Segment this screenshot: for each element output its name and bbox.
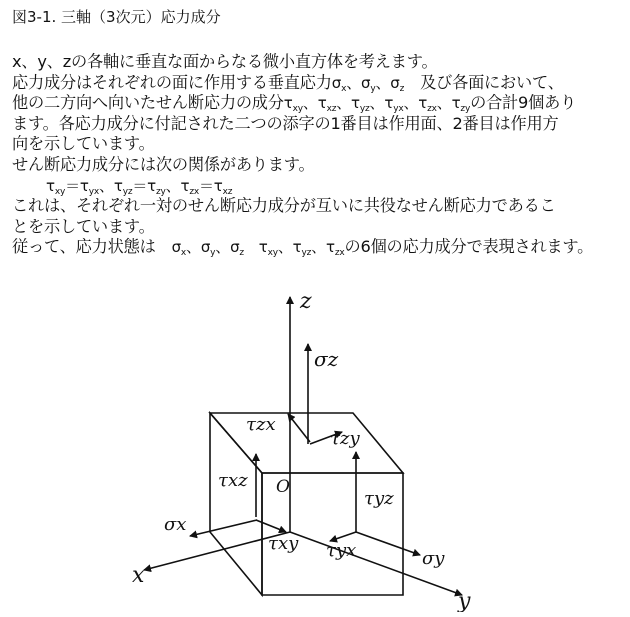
cube-front-face [210, 413, 262, 595]
text-line-1: x、y、zの各軸に垂直な面からなる微小直方体を考えます。 [12, 52, 438, 71]
relation-equation: $\tau_{xy}=\tau_{yx}$、$\tau_{yz}=\tau_{zy}$、$\tau_{zx}=\tau_{xz}$ [46, 176, 233, 197]
text-line-4: ます。各応力成分に付記された二つの添字の1番目は作用面、2番目は作用方 [12, 113, 559, 133]
origin-label: O [276, 477, 290, 497]
sigma-y-arrow [356, 532, 420, 555]
sigma-x-arrow [190, 520, 257, 536]
axis-z-label: z [300, 292, 312, 314]
text-line-10: 従って、応力状態は $\sigma_x$、$\sigma_y$、$\sigma_z$ $\tau_{xy}$、$\tau_{yz}$、$\tau_{zx}$の6個の応力成分で表現されます。 [12, 237, 594, 259]
tau-zx-arrow [288, 414, 310, 442]
cube-top-face [210, 413, 403, 473]
body-text [12, 52, 624, 258]
tau-zx-label: τzx [246, 414, 276, 435]
tau-zy-label: τzy [330, 428, 360, 449]
stress-cube-diagram [130, 292, 490, 612]
text-line-8: これは、それぞれ一対のせん断応力成分が互いに共役なせん断応力であるこ [12, 196, 556, 216]
sigma-z-label: σz [314, 347, 339, 371]
text-line-3: 他の二方向へ向いたせん断応力の成分$\tau_{xy}$、$\tau_{xz}$、$\tau_{yz}$、$\tau_{yx}$、$\tau_{zx}$、$\tau_{zy}$の合計9個あり [12, 93, 577, 115]
tau-yz-label: τyz [364, 488, 394, 509]
tau-xz-label: τxz [218, 470, 248, 491]
sigma-y-label: σy [422, 548, 445, 569]
sigma-x-label: σx [164, 514, 187, 535]
text-line-5: 向を示しています。 [12, 134, 155, 154]
tau-yx-label: τyx [326, 540, 357, 561]
tau-xy-arrow [256, 520, 286, 532]
axis-y-label: y [458, 589, 471, 612]
tau-xy-label: τxy [268, 533, 299, 554]
figure-title: 図3-1. 三軸（3次元）応力成分 [12, 8, 221, 26]
text-line-2: 応力成分はそれぞれの面に作用する垂直応力$\sigma_x$、$\sigma_y$、$\sigma_z$ 及び各面において、 [12, 72, 564, 94]
axis-x-label: x [132, 563, 145, 588]
text-line-9: とを示しています。 [12, 216, 155, 236]
text-line-6: せん断応力成分には次の関係があります。 [12, 154, 315, 174]
